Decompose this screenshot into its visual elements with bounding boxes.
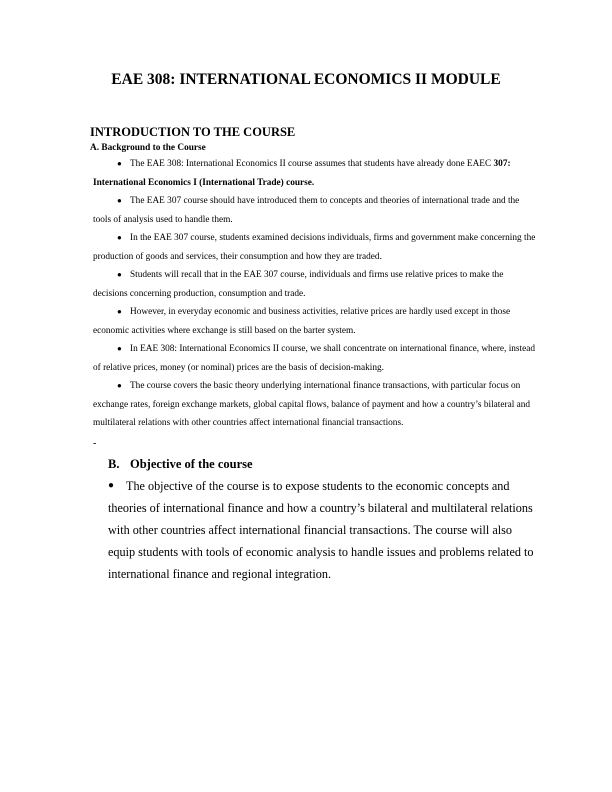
section-a-heading: A. Background to the Course <box>90 143 206 153</box>
objective-text: The objective of the course is to expose students to the economic concepts and theories of international finance and how a country’s bilateral and multilateral relations with other countries affect international financial transactions. The course will also equip students with tools of economic analysis to handle issues and problems related to international finance and regional integration. <box>108 478 534 581</box>
document-title: EAE 308: INTERNATIONAL ECONOMICS II MODULE <box>111 71 501 88</box>
bullet-icon: ● <box>108 479 115 491</box>
section-b-title: Objective of the course <box>130 456 253 471</box>
list-item <box>93 340 538 377</box>
bullet-icon: ● <box>117 233 122 242</box>
bullet-icon: ● <box>117 196 122 205</box>
list-item-text: Students will recall that in the EAE 307 course, individuals and firms use relative prices to make the decisions concerning production, consumption and trade. <box>93 270 504 299</box>
list-item-text: The course covers the basic theory underlying international finance transactions, with particular focus on exchange rates, foreign exchange markets, global capital flows, balance of payment and how a country’s bilateral and multilateral relations with other countries affect international financial transactions. <box>93 381 531 428</box>
background-list <box>93 155 538 433</box>
list-item <box>93 155 538 192</box>
bullet-icon: ● <box>117 270 122 279</box>
list-item-text: The EAE 307 course should have introduced them to concepts and theories of international trade and the tools of analysis used to handle them. <box>93 196 520 225</box>
separator-dash: - <box>93 437 97 449</box>
list-item-text: In EAE 308: International Economics II course, we shall concentrate on international finance, where, instead of relative prices, money (or nominal) prices are the basis of decision-making. <box>93 344 536 373</box>
list-item-text: In the EAE 307 course, students examined decisions individuals, firms and government make concerning the production of goods and services, their consumption and how they are traded. <box>93 233 536 262</box>
bullet-icon: ● <box>117 159 122 168</box>
list-item <box>93 303 538 340</box>
list-item <box>93 192 538 229</box>
list-item <box>93 266 538 303</box>
bullet-icon: ● <box>117 344 122 353</box>
list-item <box>93 377 538 433</box>
list-item-text: The EAE 308: International Economics II course assumes that students have already done EAEC <box>130 159 494 169</box>
list-item-bold-text: 307: International Economics I (International Trade) course. <box>93 159 511 188</box>
section-b-label: B. <box>108 456 120 471</box>
list-item-text: However, in everyday economic and business activities, relative prices are hardly used except in those economic activities where exchange is still based on the barter system. <box>93 307 511 336</box>
section-b-heading <box>108 455 612 473</box>
bullet-icon: ● <box>117 381 122 390</box>
intro-heading: INTRODUCTION TO THE COURSE <box>90 125 296 139</box>
objective-paragraph <box>108 475 540 585</box>
bullet-icon: ● <box>117 307 122 316</box>
list-item <box>93 229 538 266</box>
